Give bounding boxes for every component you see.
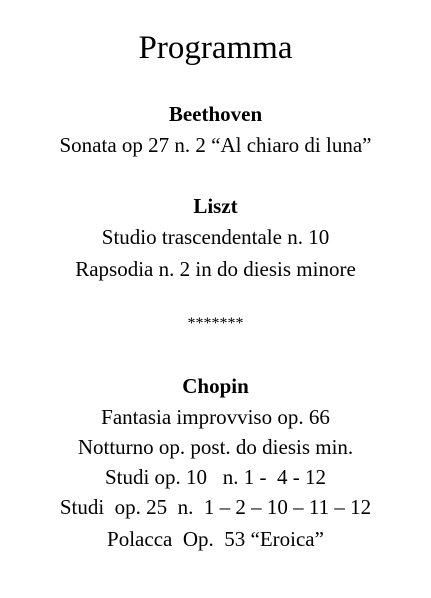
piece-item: Studi op. 10 n. 1 - 4 - 12 bbox=[104, 465, 327, 489]
piece-item: Notturno op. post. do diesis min. bbox=[77, 435, 354, 459]
composer-heading-liszt: Liszt bbox=[193, 194, 238, 218]
composer-heading-beethoven: Beethoven bbox=[168, 102, 263, 126]
piece-item: Polacca Op. 53 “Eroica” bbox=[107, 527, 324, 551]
piece-item: Sonata op 27 n. 2 “Al chiaro di luna” bbox=[59, 133, 372, 157]
section-separator: ******* bbox=[187, 315, 244, 332]
piece-item: Fantasia improvviso op. 66 bbox=[101, 405, 330, 429]
page-title: Programma bbox=[138, 30, 293, 66]
piece-item: Studi op. 25 n. 1 – 2 – 10 – 11 – 12 bbox=[59, 495, 372, 519]
composer-heading-chopin: Chopin bbox=[182, 374, 249, 398]
piece-item: Studio trascendentale n. 10 bbox=[101, 225, 330, 249]
piece-item: Rapsodia n. 2 in do diesis minore bbox=[75, 257, 356, 281]
